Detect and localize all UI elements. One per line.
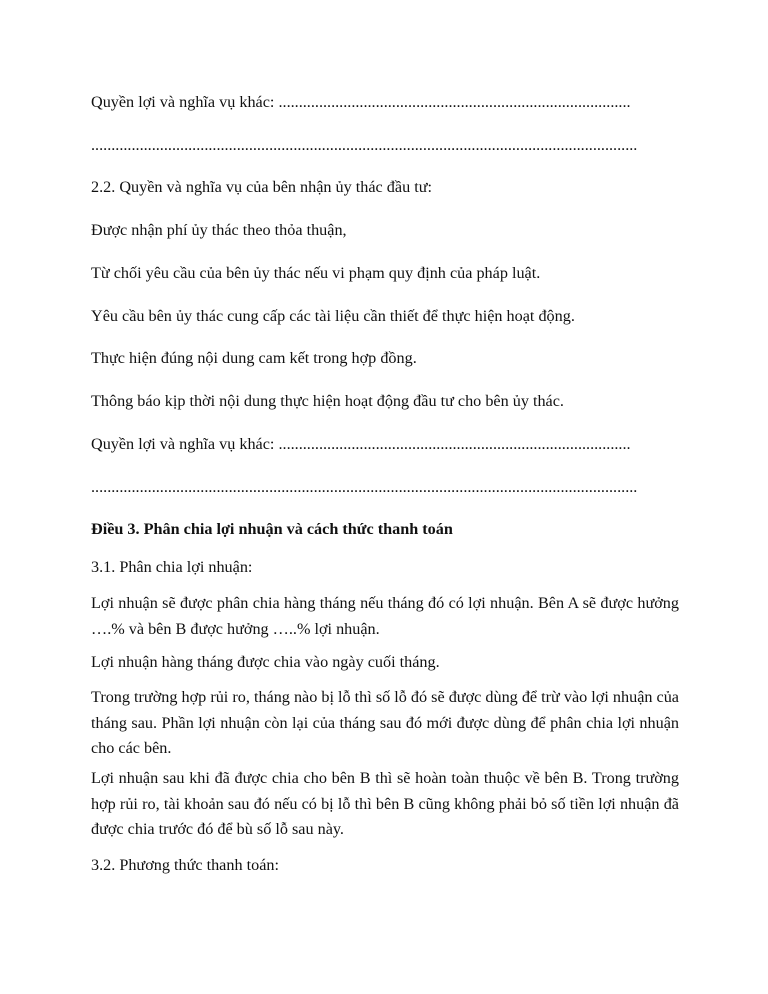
- trustee-duty-1: Thực hiện đúng nội dung cam kết trong hợp đồng.: [91, 349, 417, 367]
- trustee-right-2: Từ chối yêu cầu của bên ủy thác nếu vi phạm quy định của pháp luật.: [91, 264, 541, 282]
- section-2-2-title: 2.2. Quyền và nghĩa vụ của bên nhận ủy thác đầu tư:: [91, 178, 432, 196]
- dotted-line-1: .......................................................................................................................................: [91, 136, 638, 154]
- other-rights-line-2: Quyền lợi và nghĩa vụ khác: .......................................................................................: [91, 435, 631, 453]
- profit-ownership-paragraph: Lợi nhuận sau khi đã được chia cho bên B thì sẽ hoàn toàn thuộc về bên B. Trong trường hợp rủi ro, tài khoản sau đó nếu có bị lỗ thì bên B cũng không phải bỏ số tiền lợi nhuận đã được chia trước đó để bù số lỗ sau này.: [91, 769, 679, 838]
- loss-handling-paragraph: Trong trường hợp rủi ro, tháng nào bị lỗ thì số lỗ đó sẽ được dùng để trừ vào lợi nhuận của tháng sau. Phần lợi nhuận còn lại của tháng sau đó mới được dùng để phân chia lợi nhuận cho các bên.: [91, 688, 679, 757]
- profit-split-paragraph: Lợi nhuận sẽ được phân chia hàng tháng nếu tháng đó có lợi nhuận. Bên A sẽ được hưởng ….% và bên B được hưởng …..% lợi nhuận.: [91, 594, 679, 638]
- section-3-1-title: 3.1. Phân chia lợi nhuận:: [91, 558, 253, 576]
- dotted-line-2: .......................................................................................................................................: [91, 478, 638, 496]
- trustee-right-3: Yêu cầu bên ủy thác cung cấp các tài liệu cần thiết để thực hiện hoạt động.: [91, 307, 575, 325]
- trustee-duty-2: Thông báo kịp thời nội dung thực hiện hoạt động đầu tư cho bên ủy thác.: [91, 392, 564, 410]
- monthly-profit-line: Lợi nhuận hàng tháng được chia vào ngày cuối tháng.: [91, 653, 440, 671]
- trustee-right-1: Được nhận phí ủy thác theo thỏa thuận,: [91, 221, 347, 239]
- other-rights-line-1: Quyền lợi và nghĩa vụ khác: .......................................................................................: [91, 93, 631, 111]
- article-3-heading: Điều 3. Phân chia lợi nhuận và cách thức thanh toán: [91, 520, 453, 538]
- section-3-2-title: 3.2. Phương thức thanh toán:: [91, 856, 279, 874]
